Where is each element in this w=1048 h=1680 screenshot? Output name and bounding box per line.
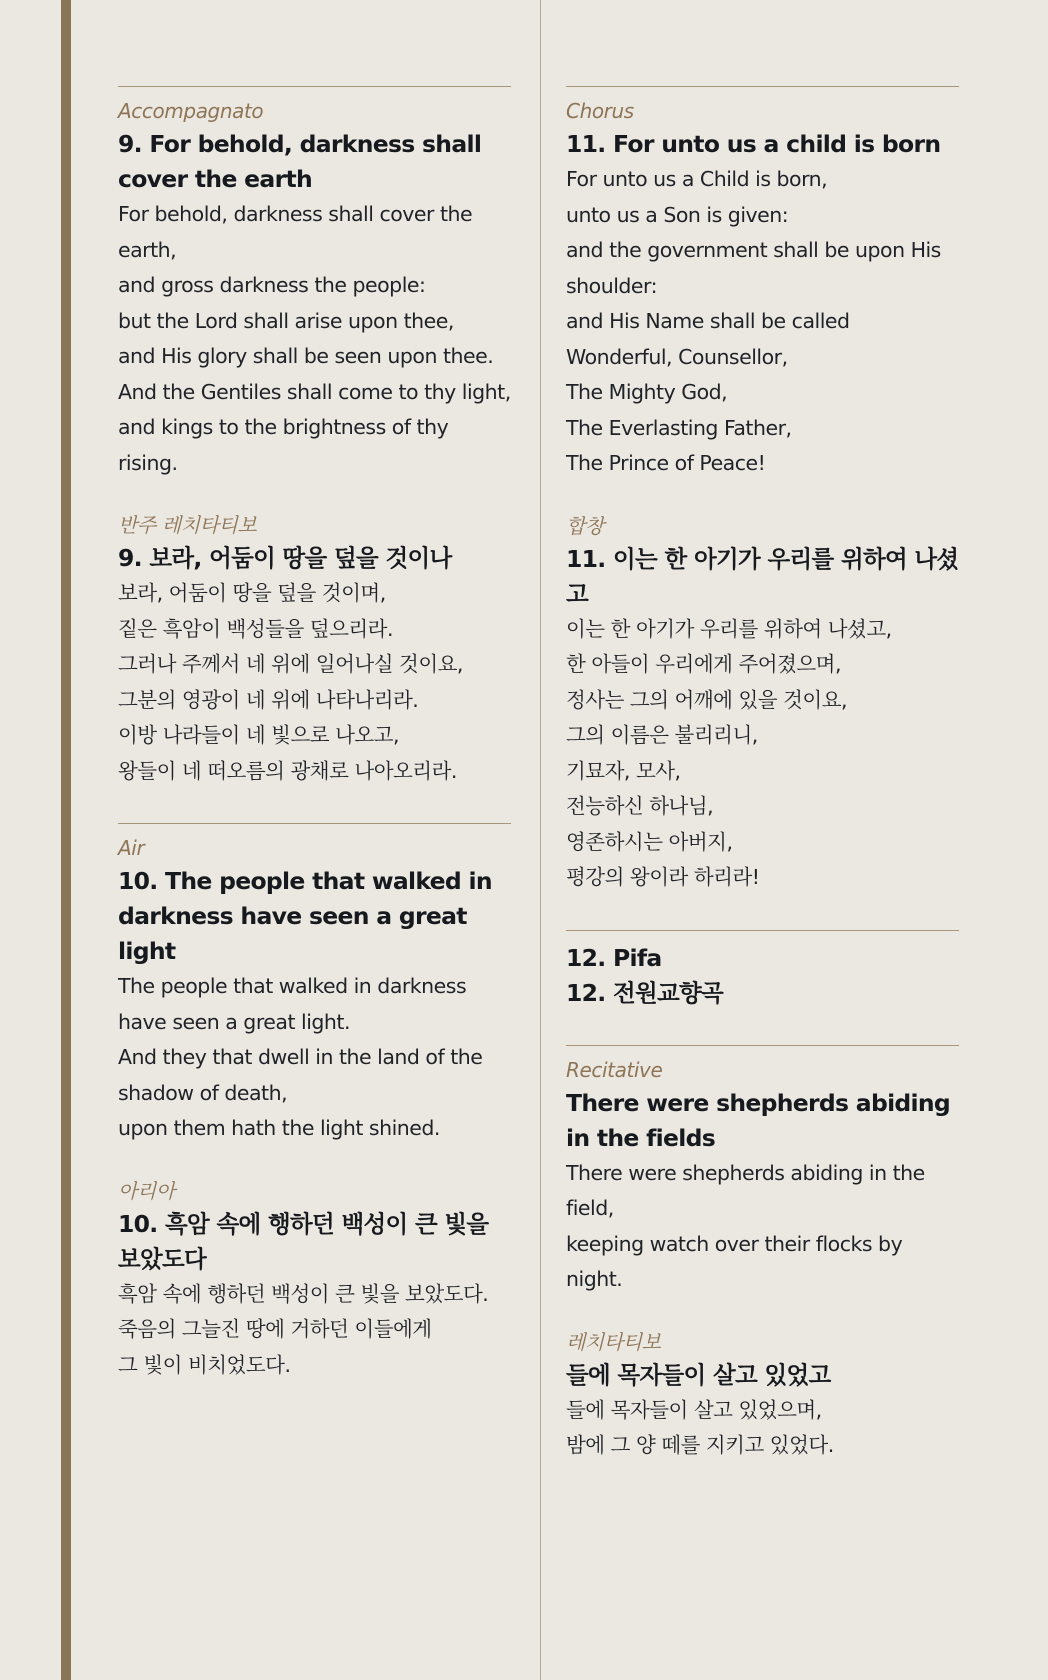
- lyric-line: and kings to the brightness of thy rising.: [118, 415, 455, 475]
- movement-9: [118, 86, 511, 789]
- movement-type-label: Air: [118, 836, 145, 860]
- lyric-line: 왕들이 네 떠오름의 광채로 나아오리라.: [118, 758, 457, 783]
- movement-title: 들에 목자들이 살고 있었고: [566, 1360, 831, 1389]
- lyric-line: The Mighty God,: [566, 380, 728, 404]
- lyric-line: 평강의 왕이라 하리라!: [566, 865, 760, 889]
- lyric-line: 기묘자, 모사,: [566, 758, 681, 783]
- movement-title: 12. Pifa: [566, 943, 662, 972]
- column-divider: [540, 0, 541, 1680]
- lyric-line: The Everlasting Father,: [566, 415, 792, 440]
- lyric-line: 영존하시는 아버지,: [566, 829, 733, 854]
- movement-title: 11. For unto us a child is born: [566, 130, 941, 158]
- movement-title: There were shepherds abiding in the fields: [566, 1088, 951, 1152]
- lyric-line: and the government shall be upon His shoulder:: [566, 238, 947, 298]
- english-text-block: [118, 95, 511, 481]
- movement-title: 12. 전원교향곡: [566, 978, 724, 1007]
- movement-title: 10. 흑암 속에 행하던 백성이 큰 빛을 보았도다: [118, 1209, 489, 1273]
- korean-text-block: [566, 1326, 959, 1464]
- lyric-line: And they that dwell in the land of the shadow of death,: [118, 1045, 489, 1105]
- movement-title: 9. For behold, darkness shall cover the earth: [118, 130, 482, 193]
- korean-text-block: [118, 509, 511, 789]
- lyric-line: And the Gentiles shall come to thy light,: [118, 379, 511, 404]
- lyric-line: 밤에 그 양 떼를 지키고 있었다.: [566, 1433, 834, 1457]
- lyric-line: 그러나 주께서 네 위에 일어나실 것이요,: [118, 652, 463, 676]
- lyric-line: and His Name shall be called: [566, 309, 850, 333]
- movement-type-label: 레치타티보: [566, 1329, 661, 1354]
- book-spine-bar: [61, 0, 71, 1680]
- lyric-line: 정사는 그의 어깨에 있을 것이요,: [566, 687, 848, 712]
- lyric-line: unto us a Son is given:: [566, 202, 789, 227]
- movement-title: 9. 보라, 어둠이 땅을 덮을 것이나: [118, 544, 452, 572]
- lyric-line: 흑암 속에 행하던 백성이 큰 빛을 보았도다.: [118, 1281, 489, 1306]
- lyric-line: The people that walked in darkness have seen a great light.: [118, 974, 473, 1034]
- lyric-line: 이는 한 아기가 우리를 위하여 나셨고,: [566, 616, 892, 641]
- lyric-line: Wonderful, Counsellor,: [566, 344, 788, 369]
- lyric-line: For unto us a Child is born,: [566, 167, 828, 191]
- lyric-line: For behold, darkness shall cover the earth,: [118, 202, 479, 262]
- lyric-line: 그 빛이 비치었도다.: [118, 1352, 291, 1377]
- movement-recitative: [566, 1045, 959, 1464]
- lyric-line: keeping watch over their flocks by night.: [566, 1231, 909, 1291]
- english-text-block: [118, 832, 511, 1147]
- korean-text-block: [118, 1175, 511, 1384]
- lyric-line: There were shepherds abiding in the field,: [566, 1160, 931, 1220]
- movement-type-label: Recitative: [566, 1057, 663, 1082]
- lyric-line: 보라, 어둠이 땅을 덮을 것이며,: [118, 581, 386, 605]
- movement-title: 11. 이는 한 아기가 우리를 위하여 나셨고: [566, 544, 959, 608]
- lyric-line: 그의 이름은 불리리니,: [566, 723, 758, 747]
- movement-type-label: 합창: [566, 513, 604, 538]
- left-column: [118, 86, 511, 1383]
- english-text-block: [566, 95, 959, 482]
- lyric-line: 짙은 흑암이 백성들을 덮으리라.: [118, 616, 394, 641]
- lyric-line: and His glory shall be seen upon thee.: [118, 344, 494, 368]
- lyric-line: 이방 나라들이 네 빛으로 나오고,: [118, 723, 400, 747]
- movement-10: [118, 823, 511, 1383]
- movement-type-label: Chorus: [566, 99, 634, 123]
- movement-11: [566, 86, 959, 896]
- movement-title: 10. The people that walked in darkness have seen a great light: [118, 867, 492, 965]
- korean-text-block: [566, 510, 959, 896]
- movement-12: [566, 930, 959, 1011]
- lyric-line: upon them hath the light shined.: [118, 1116, 440, 1140]
- lyric-line: and gross darkness the people:: [118, 273, 426, 297]
- english-text-block: [566, 1054, 959, 1298]
- lyric-line: 한 아들이 우리에게 주어졌으며,: [566, 652, 842, 676]
- movement-type-label: 아리아: [118, 1178, 175, 1203]
- right-column: [566, 86, 959, 1464]
- movement-type-label: Accompagnato: [118, 99, 264, 123]
- lyric-line: The Prince of Peace!: [566, 451, 766, 475]
- lyric-line: 들에 목자들이 살고 있었으며,: [566, 1397, 822, 1422]
- movement-type-label: 반주 레치타티보: [118, 513, 257, 537]
- lyric-line: but the Lord shall arise upon thee,: [118, 308, 454, 333]
- lyric-line: 전능하신 하나님,: [566, 794, 714, 818]
- lyric-line: 그분의 영광이 네 위에 나타나리라.: [118, 687, 419, 712]
- lyric-line: 죽음의 그늘진 땅에 거하던 이들에게: [118, 1317, 432, 1341]
